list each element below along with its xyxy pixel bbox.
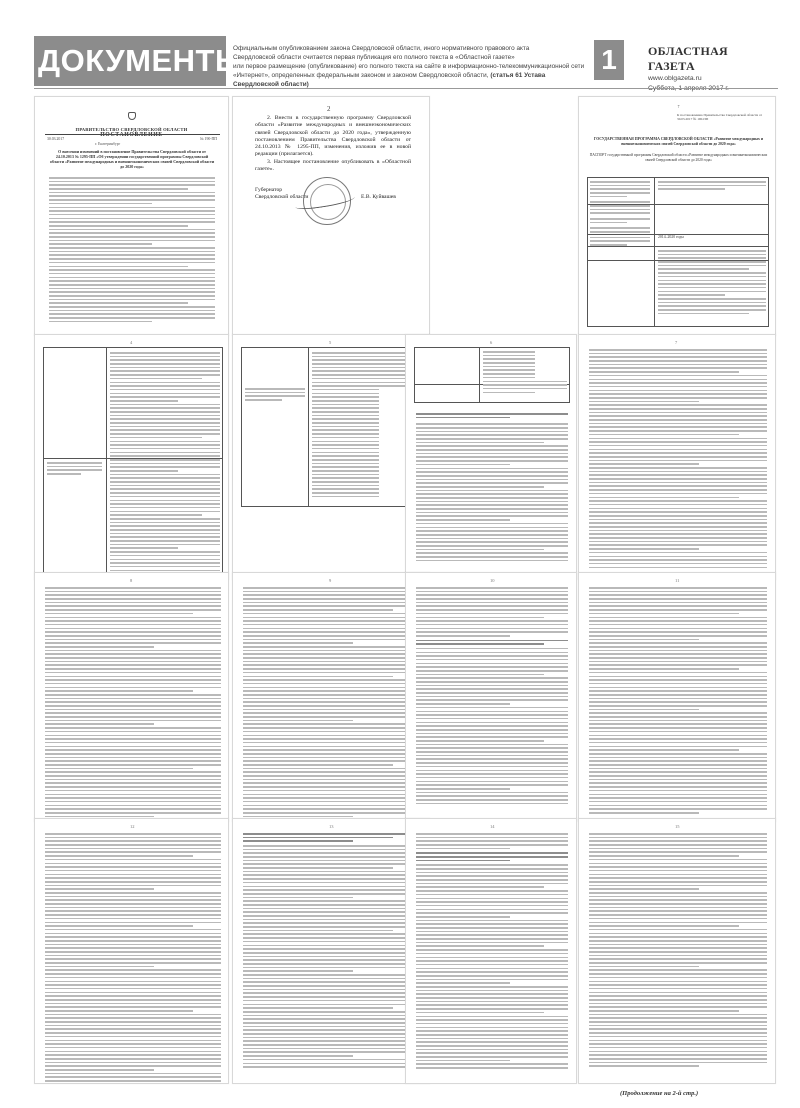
page-number: 5 xyxy=(329,340,332,345)
paper-name: ОБЛАСТНАЯ ГАЗЕТА xyxy=(648,44,729,73)
page-number: 12 xyxy=(130,824,135,829)
document-page-9 xyxy=(232,572,430,822)
masthead xyxy=(0,0,800,88)
continuation-note: (Продолжение на 2-й стр.) xyxy=(620,1090,699,1097)
document-date: 30.03.2017 xyxy=(47,137,65,141)
body-text xyxy=(243,833,421,1070)
document-page-11 xyxy=(578,572,776,822)
body-text xyxy=(589,349,767,570)
resolution-item: 2. Внести в государственную программу Свердловской области «Развитие международных и внешнеэкономических связей Свердловской области до 2020 года», утвержденную постановлением Правительства Свердловской области от 24.10.2013 № 1295-ПП, изменения, изложив ее в новой редакции (прилагается). xyxy=(255,115,411,158)
page-number xyxy=(587,105,770,110)
body-text xyxy=(589,833,767,1069)
document-page-3 xyxy=(578,96,776,336)
document-page-1 xyxy=(34,96,229,336)
paper-site-link[interactable]: www.oblgazeta.ru xyxy=(648,75,702,82)
note-line: Свердловской области считается первая публикация его полного текста в «Областной газете» xyxy=(233,54,515,61)
resolution-item: 3. Настоящее постановление опубликовать в «Областной газете». xyxy=(255,158,411,173)
body-text xyxy=(416,587,568,806)
document-page-10 xyxy=(405,572,577,822)
page-number: 11 xyxy=(675,578,680,583)
coat-of-arms-icon xyxy=(128,112,136,120)
paper-date xyxy=(648,84,778,94)
page-number-text: 7 xyxy=(677,105,680,109)
signer-region: Свердловской области xyxy=(255,194,309,200)
funding-table xyxy=(414,347,570,403)
publication-note xyxy=(233,44,588,89)
note-bold: (статья 61 Устава Свердловской области) xyxy=(233,72,546,88)
page-number: 2 xyxy=(327,105,331,113)
body-text xyxy=(45,833,221,1084)
page-number: 6 xyxy=(490,340,493,345)
page-number: 15 xyxy=(675,824,680,829)
section-title: ДОКУМЕНТЫ xyxy=(34,36,226,86)
body-text xyxy=(589,587,767,816)
masthead-rule xyxy=(34,88,778,89)
page-number: 8 xyxy=(130,578,133,583)
page-number: 9 xyxy=(329,578,332,583)
document-page-6 xyxy=(405,334,577,580)
document-page-14 xyxy=(405,818,577,1084)
document-page-13 xyxy=(232,818,430,1084)
body-text xyxy=(416,413,568,563)
paper-info xyxy=(648,44,778,94)
page-number: 4 xyxy=(130,340,133,345)
page-number: 13 xyxy=(329,824,334,829)
signer-name: Е.В. Куйвашев xyxy=(361,194,396,200)
signer-title: Губернатор xyxy=(255,187,283,193)
document-page-5 xyxy=(232,334,430,580)
signer-block xyxy=(255,187,308,201)
resolution-items xyxy=(255,115,411,173)
page-number: 7 xyxy=(675,340,678,345)
org-name: ПРАВИТЕЛЬСТВО СВЕРДЛОВСКОЙ ОБЛАСТИ xyxy=(75,127,188,132)
passport-title: ПАСПОРТ государственной программы Свердловской области «Развитие международных и внешнеэкономических связей Свердловской области до 2020 года» xyxy=(589,153,768,162)
body-text xyxy=(243,587,421,819)
document-subject: О внесении изменений в постановление Правительства Свердловской области от 24.10.2013 № 1295-ПП «Об утверждении государственной программы Свердловской области «Развитие международных и внешнеэкономических связей Свердловской области до 2020 года» xyxy=(49,149,215,169)
body-text xyxy=(49,177,215,325)
issue-number: 1 xyxy=(594,40,624,80)
note-line: или первое размещение (опубликование) его полного текста на сайте в информационно-телекоммуникационной сети xyxy=(233,63,585,70)
note-line: Официальным опубликованием закона Свердловской области, иного нормативного правового акта xyxy=(233,45,530,52)
document-meta xyxy=(47,137,217,141)
note-line: «Интернет», определенных федеральным законом и законом Свердловской области, (статья 61 Устава Свердловской области) xyxy=(233,72,546,88)
document-kind: ПОСТАНОВЛЕНИЕ xyxy=(100,132,163,138)
passport-table xyxy=(587,177,769,327)
document-number: № 190-ПП xyxy=(199,137,217,141)
body-text xyxy=(45,587,221,819)
document-page-4 xyxy=(34,334,229,580)
page-number: 14 xyxy=(490,824,495,829)
document-city: г. Екатеринбург xyxy=(95,142,121,146)
document-page-15 xyxy=(578,818,776,1084)
document-page-7 xyxy=(578,334,776,580)
body-text xyxy=(416,833,568,1071)
passport-table xyxy=(43,347,223,575)
program-term: 2014–2020 годы xyxy=(658,235,684,239)
program-title: ГОСУДАРСТВЕННАЯ ПРОГРАММА СВЕРДЛОВСКОЙ ОБЛАСТИ «Развитие международных и внешнеэкономических связей Свердловской области до 2020 года» xyxy=(593,137,764,146)
document-page-8 xyxy=(34,572,229,822)
note-line-text: «Интернет», определенных федеральным законом и законом Свердловской области xyxy=(233,72,487,79)
funding-table xyxy=(241,347,423,507)
page-number: 10 xyxy=(490,578,495,583)
divider xyxy=(45,134,220,135)
document-page-2 xyxy=(232,96,430,336)
document-page-12 xyxy=(34,818,229,1084)
appendix-note: К постановлению Правительства Свердловской области от 30.03.2017 № 190-ПП xyxy=(677,113,763,122)
